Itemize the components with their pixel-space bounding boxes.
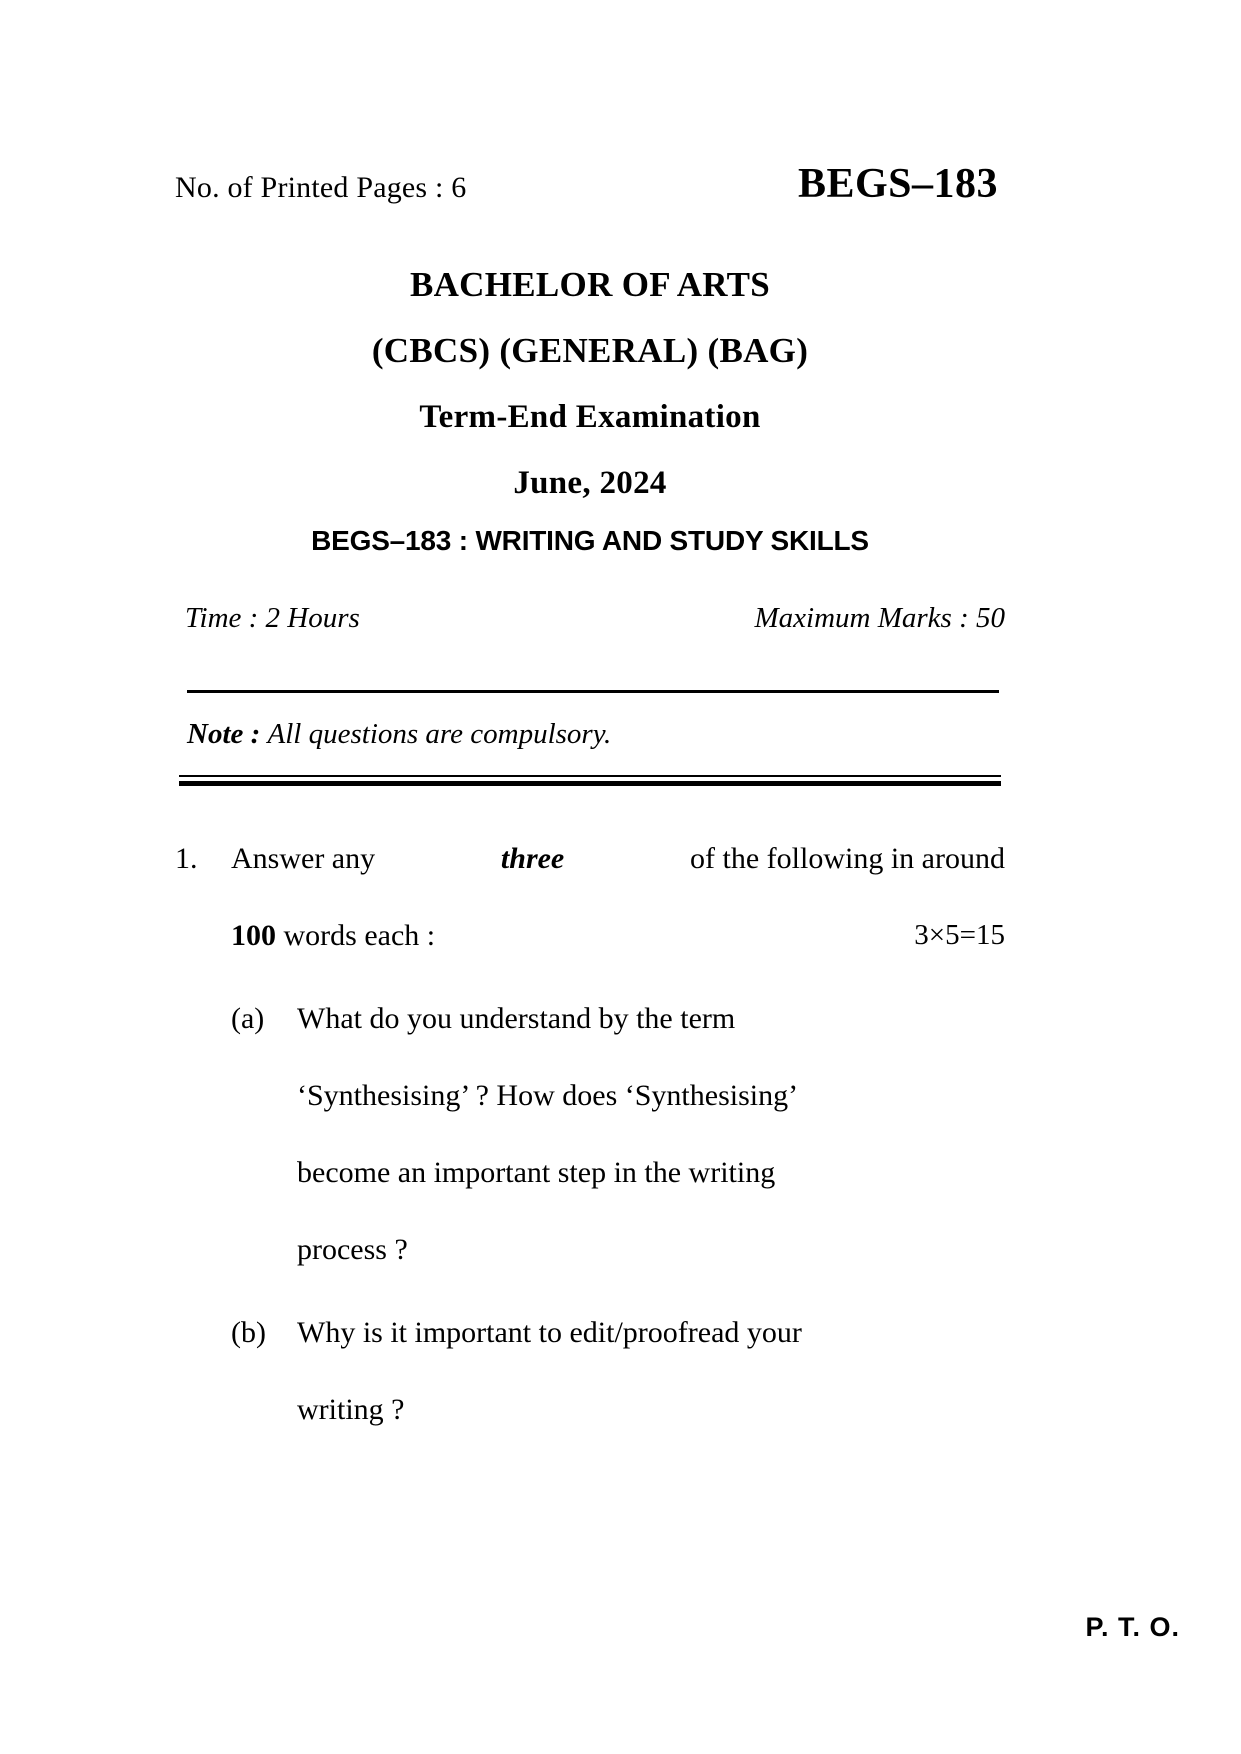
sub-question-b xyxy=(231,1294,1005,1448)
sub-b-line-2: writing ? xyxy=(297,1393,405,1426)
divider-rule-thick xyxy=(179,781,1001,786)
stem-emphasis-three: three xyxy=(500,842,565,875)
sub-question-a xyxy=(231,980,1005,1288)
question-stem-line-2 xyxy=(231,897,1005,974)
sub-question-b-label: (b) xyxy=(231,1316,266,1349)
sub-b-line-1: Why is it important to edit/proofread your xyxy=(297,1316,802,1349)
note-text: All questions are compulsory. xyxy=(267,718,612,750)
programme-name: BACHELOR OF ARTS xyxy=(409,265,771,304)
time-and-marks-row xyxy=(185,602,1005,635)
question-stem-row xyxy=(175,820,1005,1448)
examination-session: June, 2024 xyxy=(513,465,667,501)
course-code-heading: BEGS–183 xyxy=(797,161,998,207)
sub-a-line-4: process ? xyxy=(297,1233,408,1266)
programme-scheme: (CBCS) (GENERAL) (BAG) xyxy=(371,331,809,370)
question-stem-line-1 xyxy=(231,820,1005,897)
course-title-heading: BEGS–183 : WRITING AND STUDY SKILLS xyxy=(311,525,869,556)
sub-question-a-text xyxy=(297,980,1005,1288)
stem-word-count: 100 xyxy=(231,919,276,952)
question-stem-body xyxy=(231,820,1005,1448)
exam-duration: Time : 2 Hours xyxy=(185,602,360,634)
note-label: Note : xyxy=(187,718,261,750)
stem-text-words-each: words each : xyxy=(283,919,436,952)
sub-a-line-2: ‘Synthesising’ ? How does ‘Synthesising’ xyxy=(297,1079,799,1112)
question-number: 1. xyxy=(175,842,198,875)
instructions-note xyxy=(187,718,987,751)
divider-rule-thin xyxy=(179,775,1001,777)
divider-rule-top xyxy=(187,690,999,693)
exam-title-block xyxy=(175,252,1005,516)
printed-pages-label: No. of Printed Pages : 6 xyxy=(175,171,467,204)
divider-rule-double xyxy=(179,775,1001,786)
stem-text-a: Answer any xyxy=(231,842,376,875)
sub-a-line-3: become an important step in the writing xyxy=(297,1156,776,1189)
stem-text-c: of the following in around xyxy=(690,842,1005,875)
examination-type: Term-End Examination xyxy=(419,399,761,435)
sub-question-b-text xyxy=(297,1294,1005,1448)
sub-question-list xyxy=(231,980,1005,1448)
sub-a-line-1: What do you understand by the term xyxy=(297,1002,736,1035)
page-header xyxy=(175,160,1005,208)
question-block-1 xyxy=(175,820,1005,1448)
question-marks: 3×5=15 xyxy=(914,919,1005,951)
maximum-marks: Maximum Marks : 50 xyxy=(754,602,1005,634)
page-turn-footer: P. T. O. xyxy=(1085,1612,1180,1642)
sub-question-a-label: (a) xyxy=(231,1002,265,1035)
